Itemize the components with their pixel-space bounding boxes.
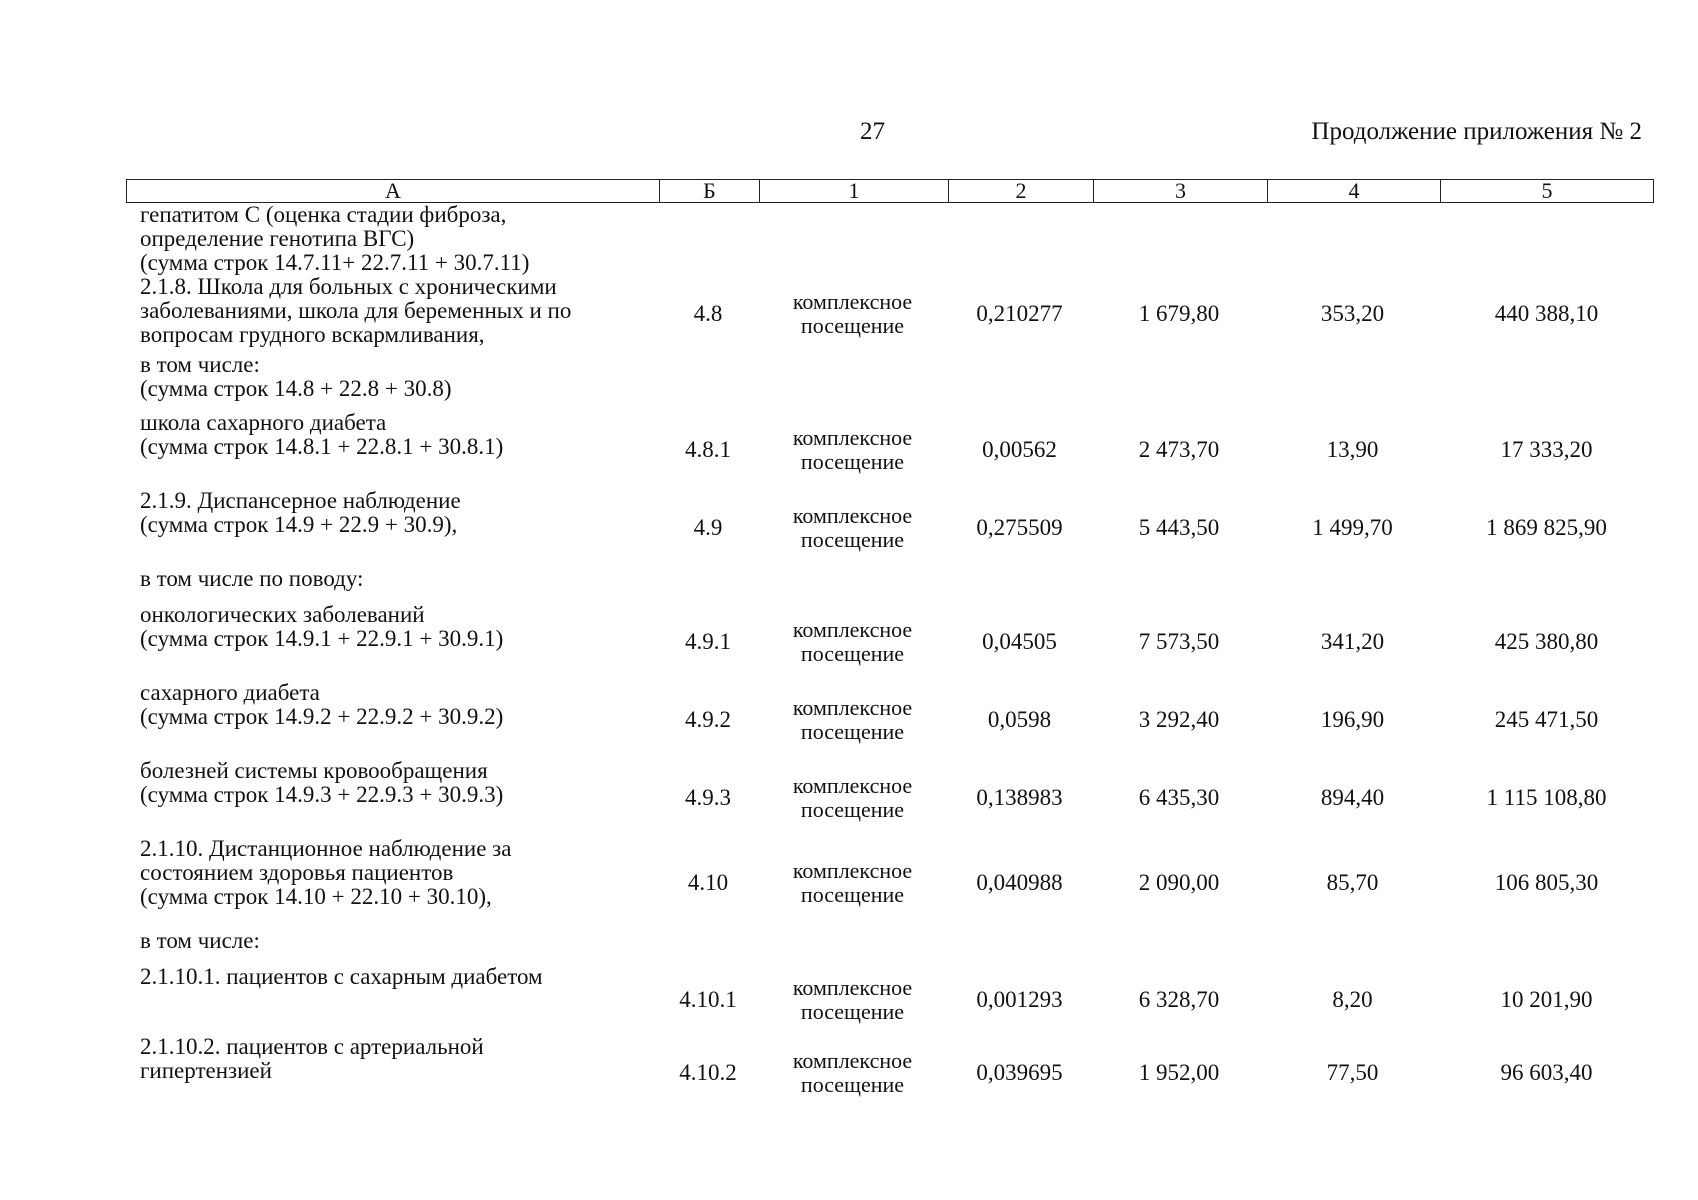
description-line: гипертензией xyxy=(140,1058,272,1083)
row-description xyxy=(126,1035,658,1111)
row-description xyxy=(126,203,658,275)
row-unit xyxy=(758,411,947,489)
row-code: 4.10.1 xyxy=(679,987,737,1012)
row-value-3: 2 473,70 xyxy=(1138,437,1220,462)
row-unit xyxy=(758,929,947,965)
row-value-2 xyxy=(947,567,1092,603)
table-row xyxy=(126,929,1654,965)
row-value-3: 5 443,50 xyxy=(1138,515,1220,540)
unit-line: посещение xyxy=(800,882,905,907)
row-value-5: 106 805,30 xyxy=(1494,870,1599,895)
row-unit xyxy=(758,203,947,275)
row-unit xyxy=(758,603,947,681)
row-value-2: 0,138983 xyxy=(976,785,1063,810)
row-value-5: 17 333,20 xyxy=(1500,437,1593,462)
row-description xyxy=(126,965,658,1035)
description-line: гепатитом С (оценка стадии фиброза, xyxy=(140,202,507,227)
description-line: 2.1.10.1. пациентов с сахарным диабетом xyxy=(140,964,543,989)
row-value-3: 1 952,00 xyxy=(1138,1060,1220,1085)
description-line: вопросам грудного вскармливания, xyxy=(140,322,485,347)
row-code: 4.8.1 xyxy=(685,437,731,462)
header-col-1: 1 xyxy=(759,180,948,202)
row-value-3 xyxy=(1092,567,1266,603)
table-row xyxy=(126,275,1654,353)
table-row xyxy=(126,1035,1654,1111)
row-code: 4.8 xyxy=(693,301,723,326)
row-code: 4.9 xyxy=(693,515,723,540)
unit-line: посещение xyxy=(800,313,905,338)
row-unit xyxy=(758,759,947,837)
row-value-3: 6 435,30 xyxy=(1138,785,1220,810)
row-code: 4.9.1 xyxy=(685,629,731,654)
description-line: (сумма строк 14.8 + 22.8 + 30.8) xyxy=(140,376,452,401)
unit-line: посещение xyxy=(800,797,905,822)
row-value-4 xyxy=(1266,203,1439,275)
row-value-5 xyxy=(1439,203,1654,275)
row-value-3: 3 292,40 xyxy=(1138,707,1220,732)
row-unit xyxy=(758,965,947,1035)
row-unit xyxy=(758,567,947,603)
description-line: (сумма строк 14.9.2 + 22.9.2 + 30.9.2) xyxy=(140,704,504,729)
unit-line: комплексное xyxy=(792,1048,913,1073)
table-row xyxy=(126,567,1654,603)
row-value-2 xyxy=(947,353,1092,411)
table-body xyxy=(126,203,1654,1111)
description-line: в том числе: xyxy=(140,352,260,377)
row-code xyxy=(658,353,758,411)
row-description xyxy=(126,567,658,603)
table-row xyxy=(126,489,1654,567)
row-value-4: 1 499,70 xyxy=(1312,515,1393,540)
unit-line: посещение xyxy=(800,641,905,666)
row-value-2: 0,039695 xyxy=(976,1060,1063,1085)
description-line: болезней системы кровообращения xyxy=(140,758,488,783)
row-value-5 xyxy=(1439,929,1654,965)
row-value-5: 1 869 825,90 xyxy=(1486,515,1607,540)
row-value-4 xyxy=(1266,353,1439,411)
row-value-4: 196,90 xyxy=(1320,707,1385,732)
row-value-4: 8,20 xyxy=(1332,987,1373,1012)
unit-line: посещение xyxy=(800,527,905,552)
row-code xyxy=(658,567,758,603)
row-value-2 xyxy=(947,929,1092,965)
description-line: (сумма строк 14.10 + 22.10 + 30.10), xyxy=(140,884,492,909)
description-line: (сумма строк 14.7.11+ 22.7.11 + 30.7.11) xyxy=(140,250,530,275)
description-line: в том числе: xyxy=(140,928,260,953)
continuation-label: Продолжение приложения № 2 xyxy=(1311,118,1642,145)
row-description xyxy=(126,929,658,965)
description-line: 2.1.10.2. пациентов с артериальной xyxy=(140,1034,484,1059)
row-unit xyxy=(758,489,947,567)
row-value-3 xyxy=(1092,929,1266,965)
description-line: школа сахарного диабета xyxy=(140,410,387,435)
row-value-5 xyxy=(1439,567,1654,603)
row-description xyxy=(126,275,658,353)
row-value-5: 10 201,90 xyxy=(1500,987,1593,1012)
unit-line: комплексное xyxy=(792,975,913,1000)
description-line: сахарного диабета xyxy=(140,680,320,705)
row-description xyxy=(126,353,658,411)
unit-line: посещение xyxy=(800,999,905,1024)
description-line: (сумма строк 14.8.1 + 22.8.1 + 30.8.1) xyxy=(140,434,504,459)
unit-line: комплексное xyxy=(792,695,913,720)
row-value-2: 0,210277 xyxy=(976,301,1063,326)
unit-line: комплексное xyxy=(792,858,913,883)
row-code xyxy=(658,203,758,275)
row-value-4 xyxy=(1266,929,1439,965)
row-unit xyxy=(758,353,947,411)
header-col-a: А xyxy=(385,178,401,203)
row-value-4 xyxy=(1266,567,1439,603)
row-value-5 xyxy=(1439,353,1654,411)
row-unit xyxy=(758,275,947,353)
row-description xyxy=(126,489,658,567)
table-row xyxy=(126,353,1654,411)
row-value-3 xyxy=(1092,353,1266,411)
row-description xyxy=(126,759,658,837)
row-value-5: 1 115 108,80 xyxy=(1486,785,1607,810)
row-description xyxy=(126,603,658,681)
row-value-2: 0,001293 xyxy=(976,987,1063,1012)
description-line: (сумма строк 14.9.3 + 22.9.3 + 30.9.3) xyxy=(140,782,504,807)
unit-line: комплексное xyxy=(792,773,913,798)
row-value-3: 1 679,80 xyxy=(1138,301,1220,326)
row-value-3: 2 090,00 xyxy=(1138,870,1220,895)
unit-line: посещение xyxy=(800,449,905,474)
description-line: в том числе по поводу: xyxy=(140,566,364,591)
description-line: онкологических заболеваний xyxy=(140,602,425,627)
row-description xyxy=(126,681,658,759)
description-line: (сумма строк 14.9 + 22.9 + 30.9), xyxy=(140,512,458,537)
row-value-4: 353,20 xyxy=(1320,301,1385,326)
row-value-4: 341,20 xyxy=(1320,629,1385,654)
description-line: 2.1.10. Дистанционное наблюдение за xyxy=(140,836,512,861)
row-unit xyxy=(758,681,947,759)
description-line: заболеваниями, школа для беременных и по xyxy=(140,298,572,323)
header-col-b: Б xyxy=(659,180,759,202)
table-row xyxy=(126,681,1654,759)
row-value-3: 6 328,70 xyxy=(1138,987,1220,1012)
table-row xyxy=(126,603,1654,681)
unit-line: комплексное xyxy=(792,425,913,450)
row-value-5: 440 388,10 xyxy=(1494,301,1599,326)
row-value-2: 0,040988 xyxy=(976,870,1063,895)
table-row xyxy=(126,965,1654,1035)
row-description xyxy=(126,837,658,929)
row-value-2: 0,00562 xyxy=(982,437,1057,462)
row-value-2 xyxy=(947,203,1092,275)
row-value-4: 894,40 xyxy=(1320,785,1385,810)
unit-line: посещение xyxy=(800,1072,905,1097)
row-description xyxy=(126,411,658,489)
row-value-3 xyxy=(1092,203,1266,275)
description-line: 2.1.9. Диспансерное наблюдение xyxy=(140,488,461,513)
table-row xyxy=(126,837,1654,929)
row-value-3: 7 573,50 xyxy=(1138,629,1220,654)
unit-line: комплексное xyxy=(792,503,913,528)
unit-line: комплексное xyxy=(792,617,913,642)
header-col-3: 3 xyxy=(1093,180,1267,202)
table-row xyxy=(126,411,1654,489)
unit-line: посещение xyxy=(800,719,905,744)
row-value-4: 13,90 xyxy=(1326,437,1379,462)
table-row xyxy=(126,759,1654,837)
row-value-5: 425 380,80 xyxy=(1494,629,1599,654)
page-number: 27 xyxy=(860,118,885,145)
row-value-4: 85,70 xyxy=(1326,870,1379,895)
header-col-2: 2 xyxy=(948,180,1093,202)
header-col-4: 4 xyxy=(1267,180,1440,202)
row-value-5: 245 471,50 xyxy=(1494,707,1599,732)
row-value-2: 0,0598 xyxy=(987,707,1052,732)
row-value-2: 0,04505 xyxy=(982,629,1057,654)
description-line: (сумма строк 14.9.1 + 22.9.1 + 30.9.1) xyxy=(140,626,504,651)
table-row xyxy=(126,203,1654,275)
row-value-4: 77,50 xyxy=(1326,1060,1379,1085)
row-value-5: 96 603,40 xyxy=(1500,1060,1593,1085)
row-code: 4.10.2 xyxy=(679,1060,737,1085)
row-code xyxy=(658,929,758,965)
row-code: 4.9.3 xyxy=(685,785,731,810)
description-line: 2.1.8. Школа для больных с хроническими xyxy=(140,274,557,299)
row-value-2: 0,275509 xyxy=(976,515,1063,540)
header-col-5: 5 xyxy=(1440,180,1653,202)
row-code: 4.9.2 xyxy=(685,707,731,732)
description-line: состоянием здоровья пациентов xyxy=(140,860,454,885)
row-unit xyxy=(758,837,947,929)
description-line: определение генотипа ВГС) xyxy=(140,226,415,251)
row-unit xyxy=(758,1035,947,1111)
table-header xyxy=(126,179,1654,203)
row-code: 4.10 xyxy=(687,870,729,895)
unit-line: комплексное xyxy=(792,289,913,314)
